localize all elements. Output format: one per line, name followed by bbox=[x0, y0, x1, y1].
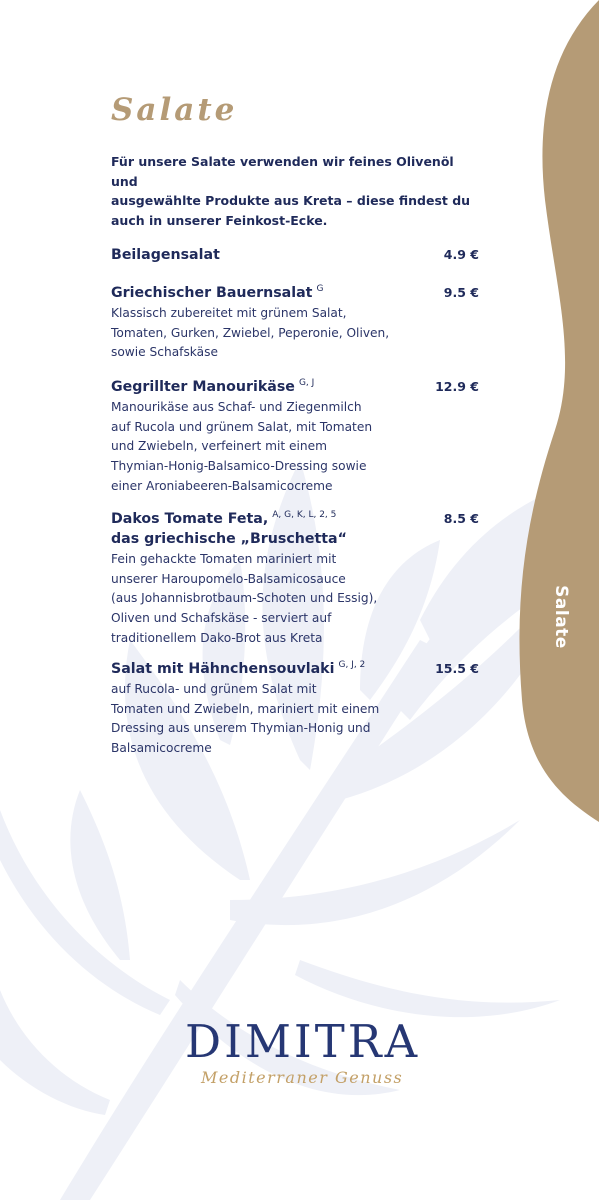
description-line: Klassisch zubereitet mit grünem Salat, bbox=[111, 306, 347, 320]
description-line: Tomaten, Gurken, Zwiebel, Peperonie, Oliven, bbox=[111, 325, 390, 340]
item-name: Dakos Tomate Feta, bbox=[111, 511, 269, 527]
description-line: Manourikäse aus Schaf- und Ziegenmilch bbox=[111, 400, 362, 414]
description-line: Thymian-Honig-Balsamico-Dressing sowie bbox=[111, 459, 367, 474]
description-line: Balsamicocreme bbox=[111, 741, 212, 756]
menu-item bbox=[111, 659, 481, 759]
intro-line: Für unsere Salate verwenden wir feines Olivenöl und bbox=[111, 154, 454, 189]
item-allergens: G, J, 2 bbox=[338, 659, 366, 670]
description-line: auf Rucola und grünem Salat, mit Tomaten bbox=[111, 419, 373, 434]
menu-item bbox=[111, 509, 481, 649]
description-line: traditionellem Dako-Brot aus Kreta bbox=[111, 630, 323, 645]
item-description bbox=[111, 304, 481, 363]
description-line: auf Rucola- und grünem Salat mit bbox=[111, 682, 317, 696]
description-line: einer Aroniabeeren-Balsamicocreme bbox=[111, 478, 333, 493]
item-price: 8.5 € bbox=[443, 511, 479, 526]
intro-text bbox=[111, 152, 471, 230]
item-price: 9.5 € bbox=[443, 285, 479, 300]
menu-item bbox=[111, 283, 481, 363]
item-name: Griechischer Bauernsalat bbox=[111, 285, 313, 301]
item-price: 15.5 € bbox=[435, 661, 479, 676]
item-description bbox=[111, 550, 481, 649]
description-line: Fein gehackte Tomaten mariniert mit bbox=[111, 552, 337, 566]
item-name: Salat mit Hähnchensouvlaki bbox=[111, 661, 335, 677]
description-line: (aus Johannisbrotbaum-Schoten und Essig), bbox=[111, 591, 378, 606]
item-subtitle: das griechische „Bruschetta“ bbox=[111, 531, 347, 547]
logo-wordmark: DIMITRA bbox=[185, 1015, 421, 1068]
item-allergens: G, J bbox=[298, 377, 315, 388]
menu-item bbox=[111, 245, 481, 265]
item-name: Beilagensalat bbox=[111, 247, 220, 263]
item-name: Gegrillter Manourikäse bbox=[111, 379, 295, 395]
description-line: Oliven und Schafskäse - serviert auf bbox=[111, 611, 332, 626]
item-price: 4.9 € bbox=[443, 247, 479, 262]
item-allergens: A, G, K, L, 2, 5 bbox=[272, 509, 337, 520]
description-line: unserer Haroupomelo-Balsamicosauce bbox=[111, 571, 346, 586]
description-line: und Zwiebeln, verfeinert mit einem bbox=[111, 439, 328, 454]
item-allergens: G bbox=[316, 283, 324, 294]
intro-line: ausgewählte Produkte aus Kreta – diese findest du bbox=[111, 193, 471, 208]
intro-line: auch in unserer Feinkost-Ecke. bbox=[111, 212, 328, 228]
menu-item bbox=[111, 377, 481, 497]
logo-tagline: Mediterraner Genuss bbox=[201, 1068, 404, 1087]
item-price: 12.9 € bbox=[435, 379, 479, 394]
item-description bbox=[111, 680, 481, 759]
side-tab-label: Salate bbox=[551, 585, 571, 649]
description-line: sowie Schafskäse bbox=[111, 345, 218, 360]
section-title: Salate bbox=[111, 92, 238, 128]
description-line: Dressing aus unserem Thymian-Honig und bbox=[111, 721, 371, 736]
brand-logo bbox=[185, 1015, 421, 1087]
description-line: Tomaten und Zwiebeln, mariniert mit einem bbox=[111, 701, 380, 716]
item-description bbox=[111, 398, 481, 497]
